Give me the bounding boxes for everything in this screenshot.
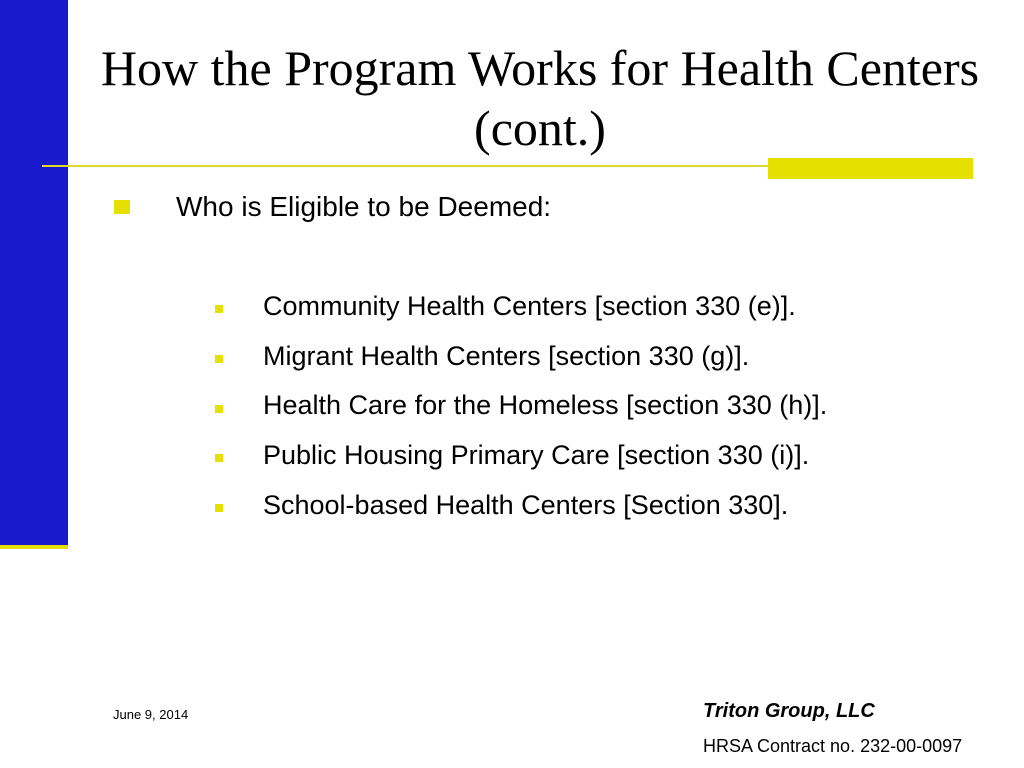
list-item-text: Migrant Health Centers [section 330 (g)]. — [263, 341, 750, 371]
square-bullet-icon — [215, 305, 223, 313]
square-bullet-icon — [215, 454, 223, 462]
left-bar-underline — [0, 545, 68, 549]
left-accent-bar — [0, 0, 68, 545]
square-bullet-icon — [215, 355, 223, 363]
eligible-list — [215, 286, 975, 535]
title-accent-block — [768, 158, 973, 179]
list-item-text: Public Housing Primary Care [section 330 (i)]. — [263, 440, 810, 470]
list-item — [215, 386, 975, 425]
list-item — [215, 336, 975, 376]
square-bullet-icon — [215, 504, 223, 512]
title-rule — [42, 165, 768, 167]
list-item-text: Health Care for the Homeless [section 330 (h)]. — [263, 390, 828, 420]
slide-title: How the Program Works for Health Centers (cont.) — [100, 40, 980, 156]
square-bullet-icon — [114, 200, 130, 214]
list-item-text: Community Health Centers [section 330 (e)]. — [263, 291, 796, 321]
list-item-text: School-based Health Centers [Section 330]. — [263, 490, 789, 520]
square-bullet-icon — [215, 405, 223, 413]
footer-date: June 9, 2014 — [113, 707, 189, 722]
list-item — [215, 435, 975, 475]
footer-company: Triton Group, LLC — [703, 700, 875, 722]
footer-contract: HRSA Contract no. 232-00-0097 — [703, 736, 963, 756]
list-item — [215, 485, 975, 525]
heading-bullet-text: Who is Eligible to be Deemed: — [176, 191, 552, 222]
list-item — [215, 286, 975, 326]
